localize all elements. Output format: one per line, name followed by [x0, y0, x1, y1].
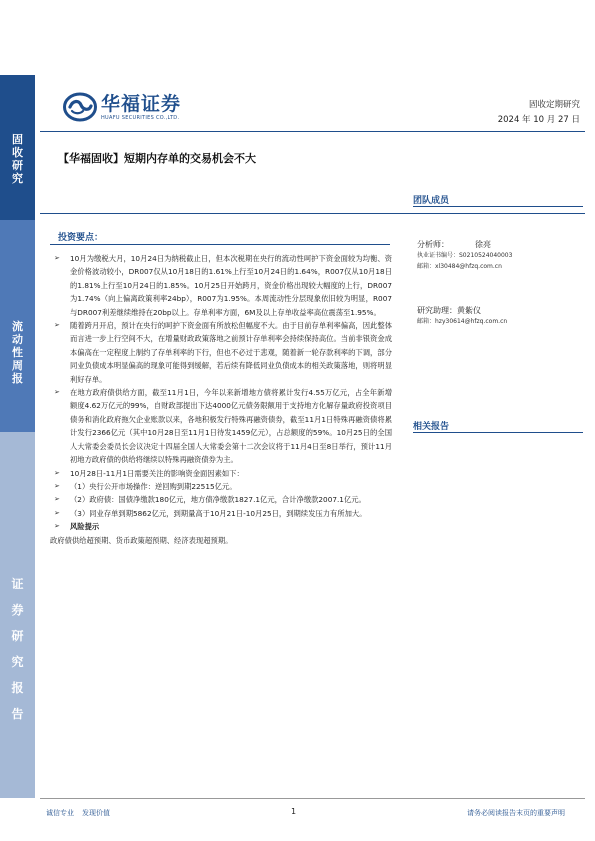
- report-category: 固收定期研究: [528, 100, 580, 110]
- assistant-email[interactable]: 邮箱：hzy30614@hfzq.com.cn: [417, 318, 508, 325]
- list-item: [50, 386, 392, 466]
- sidebar-char: 收: [12, 146, 23, 159]
- assistant-role: 研究助理：: [417, 306, 457, 315]
- sidebar-char: 性: [12, 346, 23, 359]
- bullet-arrow-icon: ➢: [54, 468, 60, 477]
- sidebar-char: 周: [12, 359, 23, 372]
- assistant-info: [417, 305, 507, 327]
- sidebar-char: 报: [12, 372, 23, 385]
- bullet-arrow-icon: ➢: [54, 481, 60, 490]
- report-header-info: [498, 98, 580, 128]
- sidebar-top-segment: [0, 75, 35, 220]
- bullet-arrow-icon: ➢: [54, 508, 60, 517]
- footer-disclaimer: 请务必阅读报告末页的重要声明: [467, 809, 565, 817]
- team-heading: 团队成员: [413, 196, 450, 206]
- bullet-arrow-icon: ➢: [54, 321, 60, 330]
- sub-item-text: （1）央行公开市场操作：逆回购到期22515亿元。: [70, 481, 237, 491]
- footer-divider: [40, 798, 585, 799]
- analyst-role: 分析师：: [417, 240, 449, 249]
- bullet-text: 随着跨月开启，预计在央行的呵护下资金面有所放松但幅度不大。由于目前存单利率偏高，因此整体而言进一步上行空间不大，在增量财政政策落地之前预计存单利率会持续保持高位。当前非银资金成本偏高在一定程度上制约了存单利率的下行，但也不必过于悲观，随着新一轮存款利率的下调，部分同业负债成本明显偏高的现象可能得到缓解，若后续有降低同业负债成本的相关政策落地，则将明显利好存单。: [70, 321, 392, 384]
- sub-item-text: （2）政府债：国债净缴款180亿元，地方债净缴款1827.1亿元，合计净缴款2007.1亿元。: [70, 495, 366, 505]
- footer-slogan-part: 发现价值: [82, 809, 110, 817]
- bullet-arrow-icon: ➢: [54, 254, 60, 262]
- bullet-text: 在地方政府债供给方面，截至11月1日，今年以来新增地方债将累计发行4.55万亿元，占全年新增额度4.62万亿元的99%，自财政部提出下达4000亿元债务限额用于支持地方化解存量政府投资项目债务和消化政府拖欠企业账款以来，各地积极发行特殊再融资债券，截至11月1日特殊再融资债将累计发行2366亿元（其中10月28日至11月1日待发1459亿元），占总额度的59%。10月25日的全国人大常委会委员长会议决定十四届全国人大常委会第十二次会议将于11月4日至8日举行，预计11月初地方政府债的供给将继续以特殊再融资债券为主。: [70, 388, 392, 465]
- report-title: 【华福固收】短期内存单的交易机会不大: [58, 152, 256, 165]
- bullet-text: 10月28日-11月1日需要关注的影响资金面因素如下：: [70, 468, 244, 478]
- bullet-arrow-icon: ➢: [54, 522, 60, 531]
- sidebar-char: 研: [12, 159, 23, 172]
- bullet-arrow-icon: ➢: [54, 388, 60, 397]
- invest-bullets: [50, 252, 392, 547]
- footer-slogan-part: 诚信专业: [46, 809, 74, 817]
- sidebar-char: 证: [11, 577, 24, 591]
- sidebar: [0, 75, 35, 798]
- sidebar-mid-segment: [0, 220, 35, 432]
- sidebar-char: 告: [11, 707, 24, 721]
- company-logo: [63, 92, 181, 122]
- list-item: [50, 493, 392, 506]
- analyst-cert: 执业证书编号：S0210524040003: [417, 252, 513, 259]
- list-item: [50, 319, 392, 386]
- related-heading: 相关报告: [413, 422, 450, 432]
- sidebar-char: 流: [12, 320, 23, 333]
- sidebar-char: 报: [11, 681, 24, 695]
- list-item: [50, 252, 392, 319]
- title-divider: [40, 213, 585, 214]
- sidebar-char: 券: [11, 603, 24, 617]
- related-divider: [413, 432, 583, 433]
- sidebar-char: 研: [11, 629, 24, 643]
- sidebar-char: 动: [12, 333, 23, 346]
- huafu-logo-icon: [63, 92, 97, 122]
- sidebar-bottom-segment: [0, 432, 35, 798]
- invest-heading: 投资要点：: [58, 233, 104, 243]
- list-item: [50, 467, 392, 480]
- sidebar-char: 固: [12, 133, 23, 146]
- analyst-name: 徐亮: [475, 240, 491, 249]
- invest-divider: [50, 244, 390, 245]
- risk-title: 风险提示: [70, 522, 100, 532]
- list-item: [50, 520, 392, 533]
- footer-slogan: [46, 808, 118, 818]
- sub-item-text: （3）同业存单到期5862亿元，到期量高于10月21日-10月25日，到期续发压力有所加大。: [70, 508, 367, 518]
- logo-name-en: HUAFU SECURITIES CO.,LTD.: [101, 114, 180, 121]
- risk-text: 政府债供给超预期、货币政策超预期、经济表现超预期。: [50, 535, 233, 545]
- team-divider: [413, 206, 583, 207]
- logo-name-cn: 华福证券: [101, 92, 182, 115]
- analyst-info: [417, 239, 512, 272]
- page-number: 1: [291, 807, 297, 816]
- list-item: [50, 507, 392, 520]
- report-date: 2024 年 10 月 27 日: [497, 115, 580, 125]
- sidebar-char: 究: [11, 655, 24, 669]
- list-item: [50, 480, 392, 493]
- assistant-name: 黄紫仪: [457, 306, 481, 315]
- bullet-arrow-icon: ➢: [54, 495, 60, 504]
- bullet-text: 10月为缴税大月，10月24日为纳税截止日，但本次税期在央行的流动性呵护下资金面较为均衡、资金价格波动较小，DR007仅从10月18日的1.61%上行至10月24日的1.64%，R007仅从10月18日的1.81%上行至10月24日的1.85%。10月25日开始跨月，资金价格出现较大幅度的上行，DR007为1.74%（向上偏离政策利率24bp），R007为1.95%。本周流动性分层现象依旧较为明显，R007与DR007利差继续维持在20bp以上。存单利率方面，6M及以上存单收益率高位震荡至1.95%。: [70, 254, 392, 317]
- sidebar-char: 究: [12, 172, 23, 185]
- header-divider: [40, 131, 585, 132]
- analyst-email[interactable]: 邮箱：xl30484@hfzq.com.cn: [417, 263, 502, 270]
